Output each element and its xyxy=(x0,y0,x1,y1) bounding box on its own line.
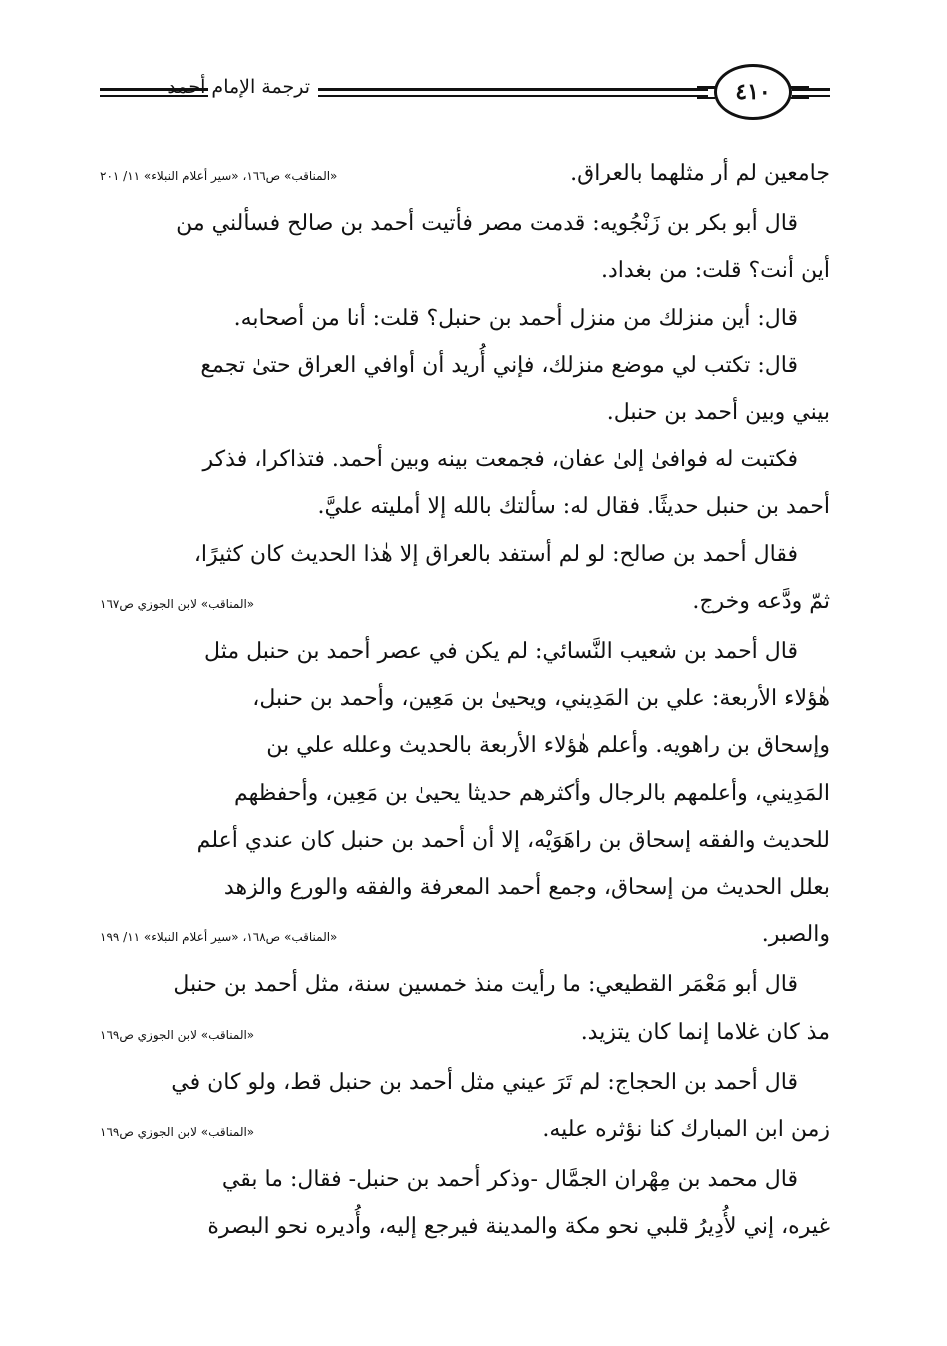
page-number: ٤١٠ xyxy=(714,64,792,120)
page-header xyxy=(100,62,830,122)
text-line: هٰؤلاء الأربعة: علي بن المَدِيني، ويحيىٰ بن مَعِين، وأحمد بن حنبل، xyxy=(252,686,830,712)
running-title: ترجمة الإمام أحمد xyxy=(167,76,310,98)
text-line: غيره، إني لأُدِيرُ قلبي نحو مكة والمدينة فيرجع إليه، وأُديره نحو البصرة xyxy=(207,1214,830,1240)
text-line: والصبر. xyxy=(761,922,830,948)
source-citation: «المناقب» لابن الجوزي ص١٦٩ xyxy=(100,1027,255,1042)
text-line: مذ كان غلاما إنما كان يتزيد. xyxy=(580,1019,830,1045)
text-line: قال أبو بكر بن زَنْجُويه: قدمت مصر فأتيت أحمد بن صالح فسألني من xyxy=(176,211,798,237)
text-line: وإسحاق بن راهويه. وأعلم هٰؤلاء الأربعة بالحديث وعلله علي بن xyxy=(266,733,830,759)
page-body xyxy=(100,150,830,1251)
text-line: قال محمد بن مِهْران الجمَّال -وذكر أحمد بن حنبل- فقال: ما بقي xyxy=(221,1167,798,1193)
text-line: قال أحمد بن شعيب النَّسائي: لم يكن في عصر أحمد بن حنبل مثل xyxy=(204,639,798,665)
text-line: قال: أين منزلك من منزل أحمد بن حنبل؟ قلت: أنا من أصحابه. xyxy=(233,305,798,331)
text-line-with-source xyxy=(100,911,830,961)
text-line: للحديث والفقه إسحاق بن راهَوَيْه، إلا أن أحمد بن حنبل كان عندي أعلم xyxy=(196,827,830,853)
text-line: بيني وبين أحمد بن حنبل. xyxy=(606,400,830,426)
text-line-with-source xyxy=(100,1106,830,1156)
text-line: فكتبت له فوافىٰ إلىٰ عفان، فجمعت بينه وبين أحمد. فتذاكرا، فذكر xyxy=(202,447,798,473)
source-citation: «المناقب» ص١٦٦، «سير أعلام النبلاء» ١١/ ٢٠١ xyxy=(100,169,338,183)
text-line: قال: تكتب لي موضع منزلك، فإني أُريد أن أوافي العراق حتىٰ تجمع xyxy=(200,352,798,378)
text-line: قال أبو مَعْمَر القطيعي: ما رأيت منذ خمسين سنة، مثل أحمد بن حنبل xyxy=(173,972,798,998)
source-citation: «المناقب» لابن الجوزي ص١٦٩ xyxy=(100,1125,255,1140)
text-line: فقال أحمد بن صالح: لو لم أستفد بالعراق إلا هٰذا الحديث كان كثيرًا، xyxy=(193,541,798,567)
text-line-with-source xyxy=(100,1009,830,1059)
text-line: أين أنت؟ قلت: من بغداد. xyxy=(600,258,830,284)
header-rule-middle xyxy=(318,88,708,97)
source-citation: «المناقب» لابن الجوزي ص١٦٧ xyxy=(100,596,255,611)
text-line: قال أحمد بن الحجاج: لم تَرَ عيني مثل أحمد بن حنبل قط، ولو كان في xyxy=(171,1069,798,1095)
header-rule-right xyxy=(792,88,830,97)
text-line: بعلل الحديث من إسحاق، وجمع أحمد المعرفة والفقه والورع والزهد xyxy=(223,875,830,901)
text-line: أحمد بن حنبل حديثًا. فقال له: سألتك بالله إلا أمليته عليَّ. xyxy=(317,494,830,520)
text-line-with-source xyxy=(100,578,830,628)
text-line: زمن ابن المبارك كنا نؤثره عليه. xyxy=(542,1117,830,1143)
source-citation: «المناقب» ص١٦٨، «سير أعلام النبلاء» ١١/ ١٩٩ xyxy=(100,930,338,945)
text-line: ثمّ ودَّعه وخرج. xyxy=(692,588,830,614)
text-line: جامعين لم أر مثلهما بالعراق. xyxy=(570,161,830,186)
text-line-with-source xyxy=(100,150,830,200)
text-line: المَدِيني، وأعلمهم بالرجال وأكثرهم حديثا يحيىٰ بن مَعِين، وأحفظهم xyxy=(233,780,830,806)
